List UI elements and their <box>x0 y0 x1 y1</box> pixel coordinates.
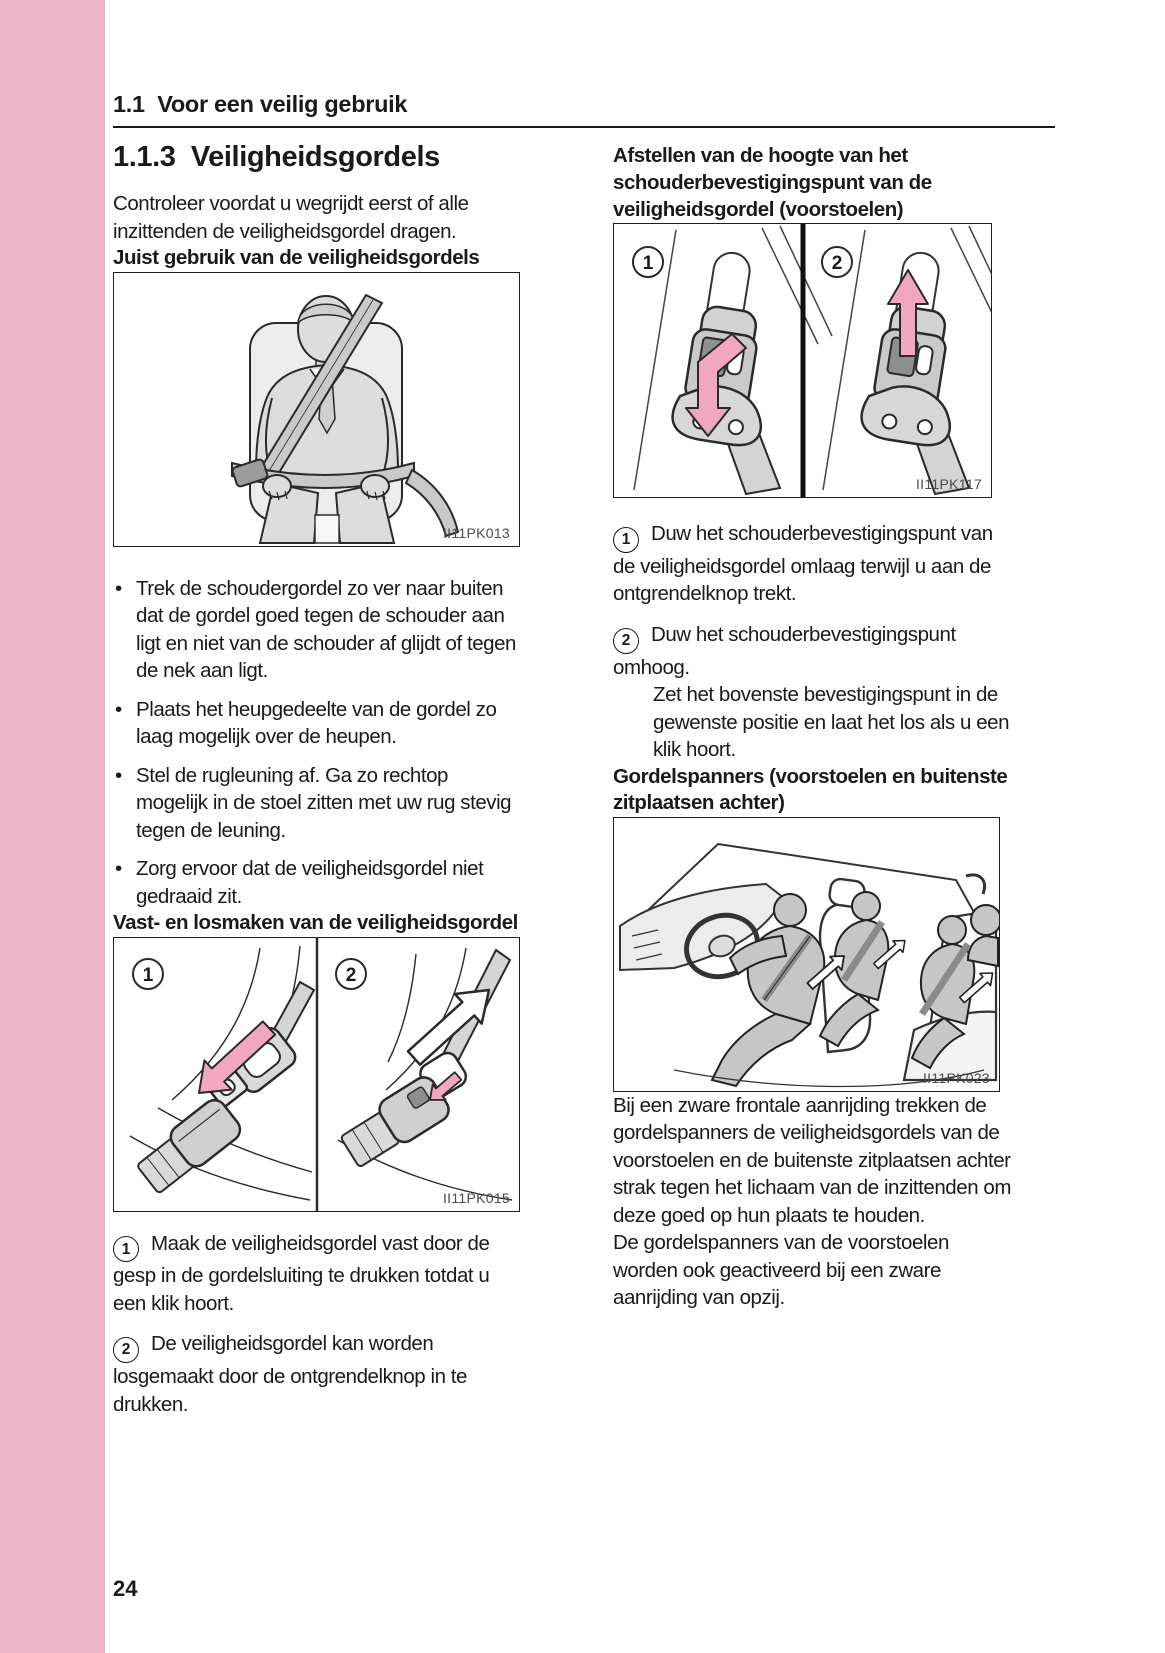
panel-1-label: 1 <box>642 253 654 274</box>
circled-number-2: 2 <box>613 628 639 654</box>
page-number: 24 <box>113 1576 138 1601</box>
bullet-icon: • <box>115 857 122 880</box>
list-item: • Stel de rugleuning af. Ga zo rechtop mogelijk in de stoel zitten met uw rug stevig tegen de leuning. <box>115 763 512 842</box>
panel-2-label: 2 <box>831 253 843 274</box>
panel-2-label: 2 <box>345 964 357 986</box>
panel-1-label: 1 <box>142 964 154 986</box>
section-header: 1.1 Voor een veilig gebruik <box>113 91 408 117</box>
list-item: • Plaats het heupgedeelte van de gordel zo laag mogelijk over de heupen. <box>115 697 497 748</box>
subheading-correct-use: Juist gebruik van de veiligheidsgordels <box>113 246 480 269</box>
illustration-shoulder-anchor <box>614 224 991 497</box>
figure-caption: II11PK117 <box>915 476 982 492</box>
step-release: 2 De veiligheidsgordel kan worden losgemaakt door de ontgrendelknop in te drukken. <box>113 1332 467 1416</box>
figure-shoulder-anchor-adjust <box>613 223 992 498</box>
step-fasten: 1 Maak de veiligheidsgordel vast door de gesp in de gordelsluiting te drukken totdat u een klik hoort. <box>113 1231 490 1315</box>
bullet-icon: • <box>115 576 122 600</box>
figure-correct-seatbelt-use <box>113 272 520 547</box>
paragraph-side-collision: De gordelspanners van de voorstoelen worden ook geactiveerd bij een zware aanrijding van opzij. <box>613 1231 949 1309</box>
pink-margin-stripe <box>0 0 105 1653</box>
illustration-cabin-pretensioners <box>614 818 999 1091</box>
figure-caption: II11PK015 <box>442 1189 510 1206</box>
step-anchor-up: 2 Duw het schouderbevestigingspunt omhoog. <box>613 622 956 679</box>
figure-fasten-release-belt <box>113 937 520 1212</box>
subheading-fasten-release: Vast- en losmaken van de veiligheidsgordel <box>113 911 518 934</box>
seatbelt-usage-bullets <box>113 575 531 911</box>
page-title: 1.1.3 Veiligheidsgordels <box>113 141 440 173</box>
step-anchor-down: 1 Duw het schouderbevestigingspunt van de veiligheidsgordel omlaag terwijl u aan de ontgrendelknop trekt. <box>613 522 993 606</box>
step-note: Zet het bovenste bevestigingspunt in de gewenste positie en laat het los als u een klik hoort. <box>653 683 1010 761</box>
illustration-seated-occupant <box>114 273 519 546</box>
circled-number-2: 2 <box>113 1337 139 1363</box>
right-column <box>613 142 1013 1312</box>
left-column <box>113 140 531 1418</box>
heading-shoulder-anchor: Afstellen van de hoogte van het schouderbevestigingspunt van de veiligheidsgordel (voorstoelen) <box>613 144 932 221</box>
figure-caption: II11PK013 <box>442 524 510 541</box>
illustration-buckle-fasten-release <box>114 938 519 1211</box>
bullet-icon: • <box>115 763 122 787</box>
circled-number-1: 1 <box>613 527 639 553</box>
list-item: • Zorg ervoor dat de veiligheidsgordel niet gedraaid zit. <box>115 857 484 908</box>
circled-number-1: 1 <box>113 1236 139 1262</box>
intro-paragraph: Controleer voordat u wegrijdt eerst of alle inzittenden de veiligheidsgordel dragen. <box>113 192 469 243</box>
header-rule <box>113 126 1055 128</box>
figure-caption: II11PK023 <box>922 1069 990 1086</box>
figure-pretensioners <box>613 817 1000 1092</box>
paragraph-frontal-collision: Bij een zware frontale aanrijding trekken de gordelspanners de veiligheidsgordels van de voorstoelen en de buitenste zitplaatsen achter strak tegen het lichaam van de inzittenden om deze goed op hun plaats te houden. <box>613 1093 1011 1227</box>
heading-pretensioners: Gordelspanners (voorstoelen en buitenste zitplaatsen achter) <box>613 764 1008 814</box>
bullet-icon: • <box>115 697 122 721</box>
page-header <box>113 90 1055 128</box>
list-item: • Trek de schoudergordel zo ver naar buiten dat de gordel goed tegen de schouder aan ligt en niet van de schouder af glijdt of tegen de nek aan ligt. <box>115 576 517 682</box>
